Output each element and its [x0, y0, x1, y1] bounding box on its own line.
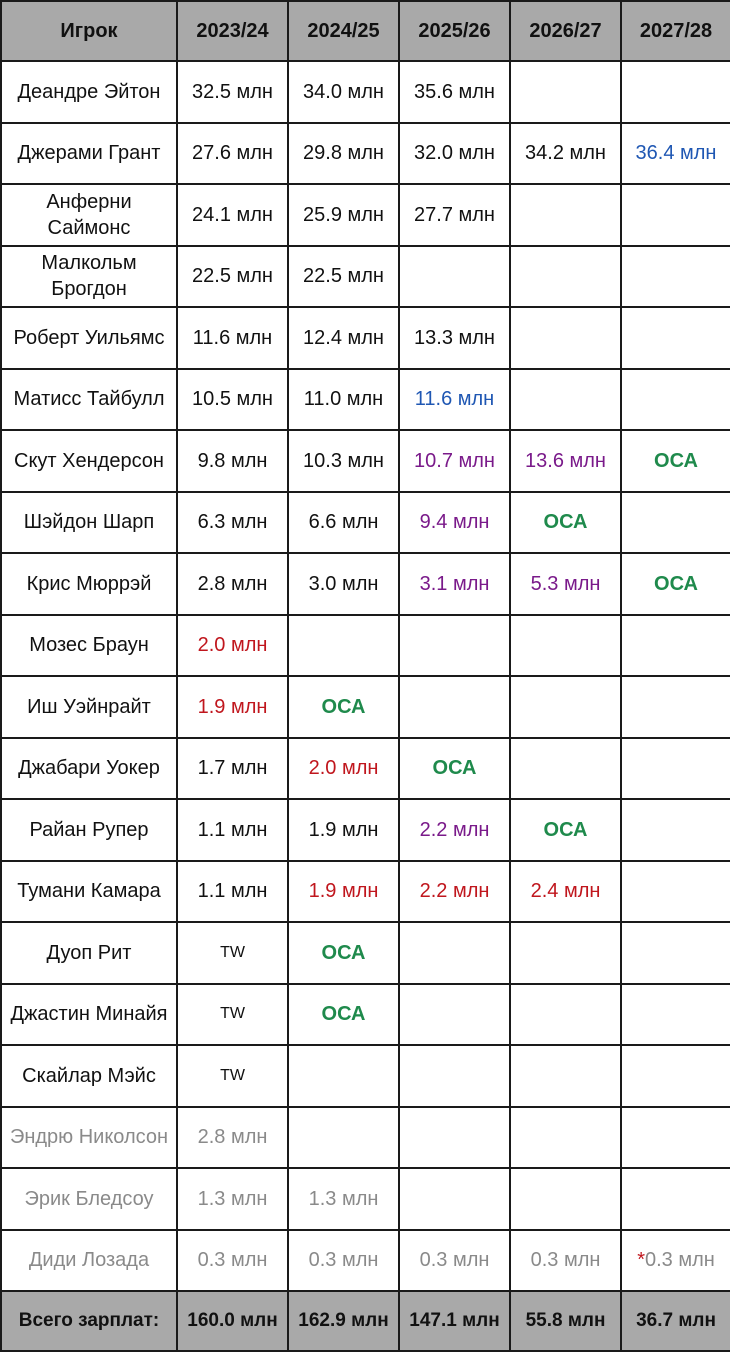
player-name: Эрик Бледсоу: [1, 1168, 177, 1230]
player-name: Иш Уэйнрайт: [1, 676, 177, 738]
salary-cell: [177, 984, 288, 1046]
salary-value: 10.7 млн: [414, 449, 495, 472]
salary-cell: [510, 676, 621, 738]
table-row: [1, 430, 730, 492]
header-row: [1, 1, 730, 61]
salary-value: 2.4 млн: [530, 880, 601, 903]
table-row: [1, 1045, 730, 1107]
salary-cell: [288, 676, 399, 738]
salary-cell: [621, 1045, 730, 1107]
salary-value: 24.1 млн: [192, 203, 273, 226]
salary-cell: [399, 123, 510, 185]
salary-cell: [399, 799, 510, 861]
salary-value: 36.4 млн: [635, 142, 717, 165]
salary-value: 2.2 млн: [419, 880, 490, 903]
salary-cell: [399, 1168, 510, 1230]
salary-value: ОСА: [321, 1003, 366, 1026]
salary-cell: [288, 799, 399, 861]
salary-value: 22.5 млн: [192, 265, 273, 288]
salary-value: TW: [220, 1005, 245, 1023]
salary-cell: [288, 553, 399, 615]
table-body: [1, 61, 730, 1291]
header-player: Игрок: [1, 1, 177, 61]
salary-cell: [399, 307, 510, 369]
player-name: Джерами Грант: [1, 123, 177, 185]
player-name: Джабари Уокер: [1, 738, 177, 800]
salary-value: 2.8 млн: [197, 1126, 268, 1149]
salary-cell: [621, 922, 730, 984]
salary-cell: [621, 123, 730, 185]
salary-cell: [399, 369, 510, 431]
salary-cell: [288, 369, 399, 431]
totals-row: [1, 1291, 730, 1351]
salary-value: ОСА: [654, 572, 698, 595]
salary-value: 10.5 млн: [192, 388, 273, 411]
salary-cell: [621, 1107, 730, 1169]
header-season: 2027/28: [621, 1, 730, 61]
salary-value: 22.5 млн: [303, 265, 384, 288]
salary-cell: [621, 861, 730, 923]
salary-cell: [399, 492, 510, 554]
salary-cell: [177, 553, 288, 615]
salary-cell: [621, 492, 730, 554]
total-value: 162.9 млн: [288, 1291, 399, 1351]
salary-value: 35.6 млн: [414, 80, 495, 103]
salary-cell: [510, 246, 621, 308]
salary-cell: [177, 1107, 288, 1169]
salary-value: 10.3 млн: [303, 449, 384, 472]
player-name: Малкольм Брогдон: [1, 246, 177, 308]
table-row: [1, 246, 730, 308]
salary-cell: [177, 738, 288, 800]
salary-cell: [621, 615, 730, 677]
salary-cell: [621, 1230, 730, 1292]
table-row: [1, 738, 730, 800]
salary-cell: [510, 1107, 621, 1169]
salary-cell: [510, 61, 621, 123]
salary-value: 32.0 млн: [414, 142, 495, 165]
header-season: 2024/25: [288, 1, 399, 61]
salary-value: 29.8 млн: [303, 142, 384, 165]
salary-value: ОСА: [321, 941, 366, 964]
salary-value: 0.3 млн: [197, 1249, 268, 1272]
salary-cell: [288, 61, 399, 123]
salary-cell: [177, 246, 288, 308]
totals-label: Всего зарплат:: [1, 1291, 177, 1351]
salary-value: 6.6 млн: [308, 511, 379, 534]
total-value: 160.0 млн: [177, 1291, 288, 1351]
salary-cell: [399, 1230, 510, 1292]
salary-cell: [399, 615, 510, 677]
salary-cell: [288, 1107, 399, 1169]
salary-cell: [177, 369, 288, 431]
salary-value: 1.3 млн: [197, 1187, 268, 1210]
salary-value: 34.0 млн: [303, 80, 384, 103]
salary-cell: [399, 676, 510, 738]
table-row: [1, 1168, 730, 1230]
salary-value: 12.4 млн: [303, 326, 384, 349]
player-name: Тумани Камара: [1, 861, 177, 923]
salary-value: 6.3 млн: [197, 511, 268, 534]
salary-value: 5.3 млн: [530, 572, 601, 595]
table-row: [1, 799, 730, 861]
salary-cell: [399, 184, 510, 246]
salary-cell: [621, 676, 730, 738]
player-name: Анферни Саймонс: [1, 184, 177, 246]
salary-cell: [177, 676, 288, 738]
salary-cell: [288, 307, 399, 369]
salary-value: 1.3 млн: [308, 1187, 379, 1210]
salary-cell: [288, 922, 399, 984]
salary-cell: [621, 307, 730, 369]
salary-cell: [177, 799, 288, 861]
salary-value: 2.2 млн: [419, 818, 490, 841]
salary-value: 2.0 млн: [197, 634, 268, 657]
salary-cell: [399, 553, 510, 615]
player-name: Эндрю Николсон: [1, 1107, 177, 1169]
player-name: Джастин Минайя: [1, 984, 177, 1046]
salary-cell: [399, 738, 510, 800]
salary-value: 13.6 млн: [525, 449, 606, 472]
salary-cell: [177, 861, 288, 923]
salary-cell: [510, 615, 621, 677]
salary-value: 34.2 млн: [525, 142, 606, 165]
salary-cell: [621, 369, 730, 431]
salary-cell: [510, 430, 621, 492]
salary-value: ОСА: [654, 449, 698, 472]
table-row: [1, 1107, 730, 1169]
salary-value: 32.5 млн: [192, 80, 273, 103]
salary-cell: [288, 738, 399, 800]
salary-value: 3.1 млн: [419, 572, 490, 595]
total-value: 36.7 млн: [621, 1291, 730, 1351]
salary-cell: [288, 246, 399, 308]
table-row: [1, 861, 730, 923]
salary-cell: [510, 861, 621, 923]
salary-cell: [510, 123, 621, 185]
salary-cell: [399, 430, 510, 492]
salary-cell: [399, 246, 510, 308]
salary-cell: [288, 1168, 399, 1230]
asterisk-marker: *: [637, 1249, 645, 1272]
salary-cell: [177, 1045, 288, 1107]
salary-cell: [510, 369, 621, 431]
salary-value: 0.3 млн: [644, 1249, 715, 1272]
salary-cell: [288, 984, 399, 1046]
salary-cell: [510, 553, 621, 615]
salary-value: 1.7 млн: [197, 757, 268, 780]
salary-value: 9.8 млн: [197, 449, 268, 472]
salary-value: 1.9 млн: [197, 695, 268, 718]
player-name: Деандре Эйтон: [1, 61, 177, 123]
table-row: [1, 676, 730, 738]
salary-cell: [177, 492, 288, 554]
player-name: Скут Хендерсон: [1, 430, 177, 492]
salary-cell: [399, 1107, 510, 1169]
table-row: [1, 615, 730, 677]
player-name: Роберт Уильямс: [1, 307, 177, 369]
salary-cell: [177, 1230, 288, 1292]
player-name: Скайлар Мэйс: [1, 1045, 177, 1107]
salary-value: ОСА: [432, 757, 477, 780]
salary-cell: [510, 984, 621, 1046]
table-row: [1, 123, 730, 185]
salary-cell: [510, 922, 621, 984]
player-name: Диди Лозада: [1, 1230, 177, 1292]
salary-cell: [288, 615, 399, 677]
salary-cell: [510, 1230, 621, 1292]
table-row: [1, 922, 730, 984]
salary-cell: [177, 61, 288, 123]
salary-value: 0.3 млн: [419, 1249, 490, 1272]
salary-value: 0.3 млн: [530, 1249, 601, 1272]
salary-cell: [399, 861, 510, 923]
salary-value: 27.7 млн: [414, 203, 495, 226]
player-name: Крис Мюррэй: [1, 553, 177, 615]
salary-cell: [510, 184, 621, 246]
salary-cell: [510, 1045, 621, 1107]
salary-value: 1.9 млн: [308, 880, 379, 903]
salary-value: ОСА: [543, 818, 588, 841]
salary-cell: [177, 615, 288, 677]
salary-value: 2.8 млн: [197, 572, 268, 595]
salary-cell: [288, 1230, 399, 1292]
salary-value: TW: [220, 943, 245, 961]
salary-cell: [621, 553, 730, 615]
salary-cell: [621, 984, 730, 1046]
salary-cell: [177, 184, 288, 246]
salary-cell: [399, 61, 510, 123]
salary-cell: [399, 1045, 510, 1107]
header-season: 2023/24: [177, 1, 288, 61]
salary-cell: [288, 184, 399, 246]
table-row: [1, 984, 730, 1046]
salary-value: 1.9 млн: [308, 818, 379, 841]
salary-value: TW: [220, 1066, 245, 1084]
salary-cell: [510, 1168, 621, 1230]
salary-cell: [399, 984, 510, 1046]
salary-cell: [177, 430, 288, 492]
salary-cell: [288, 492, 399, 554]
player-name: Дуоп Рит: [1, 922, 177, 984]
salary-value: 0.3 млн: [308, 1249, 379, 1272]
salary-value: 27.6 млн: [192, 142, 273, 165]
salary-cell: [621, 61, 730, 123]
total-value: 147.1 млн: [399, 1291, 510, 1351]
salary-value: ОСА: [321, 695, 366, 718]
table-row: [1, 61, 730, 123]
player-name: Мозес Браун: [1, 615, 177, 677]
salary-cell: [510, 492, 621, 554]
salary-cell: [177, 1168, 288, 1230]
salary-cell: [621, 738, 730, 800]
salary-cell: [177, 123, 288, 185]
salary-value: 1.1 млн: [197, 880, 268, 903]
salary-value: 11.6 млн: [192, 326, 273, 349]
salary-value: 1.1 млн: [197, 818, 268, 841]
salary-cell: [288, 123, 399, 185]
table-row: [1, 369, 730, 431]
salary-cell: [621, 184, 730, 246]
salary-cell: [288, 430, 399, 492]
salary-cell: [510, 738, 621, 800]
table-row: [1, 492, 730, 554]
table-row: [1, 184, 730, 246]
salary-cell: [177, 307, 288, 369]
total-value: 55.8 млн: [510, 1291, 621, 1351]
salary-cell: [399, 922, 510, 984]
salary-value: 13.3 млн: [414, 326, 495, 349]
salary-cell: [288, 1045, 399, 1107]
salary-value: ОСА: [543, 511, 588, 534]
table-row: [1, 553, 730, 615]
player-name: Матисс Тайбулл: [1, 369, 177, 431]
salary-cell: [510, 307, 621, 369]
salary-cell: [177, 922, 288, 984]
salary-cell: [621, 799, 730, 861]
salary-cell: [621, 430, 730, 492]
salary-value: 2.0 млн: [308, 757, 379, 780]
salary-value: 11.6 млн: [414, 388, 495, 411]
header-season: 2026/27: [510, 1, 621, 61]
salary-cell: [621, 1168, 730, 1230]
player-name: Райан Рупер: [1, 799, 177, 861]
table-row: [1, 307, 730, 369]
player-name: Шэйдон Шарп: [1, 492, 177, 554]
salary-value: 3.0 млн: [308, 572, 379, 595]
salary-cell: [621, 246, 730, 308]
salary-value: 9.4 млн: [419, 511, 490, 534]
header-season: 2025/26: [399, 1, 510, 61]
salary-value: 11.0 млн: [303, 388, 384, 411]
salary-cell: [510, 799, 621, 861]
salary-cell: [288, 861, 399, 923]
salary-value: 25.9 млн: [303, 203, 384, 226]
table-row: [1, 1230, 730, 1292]
